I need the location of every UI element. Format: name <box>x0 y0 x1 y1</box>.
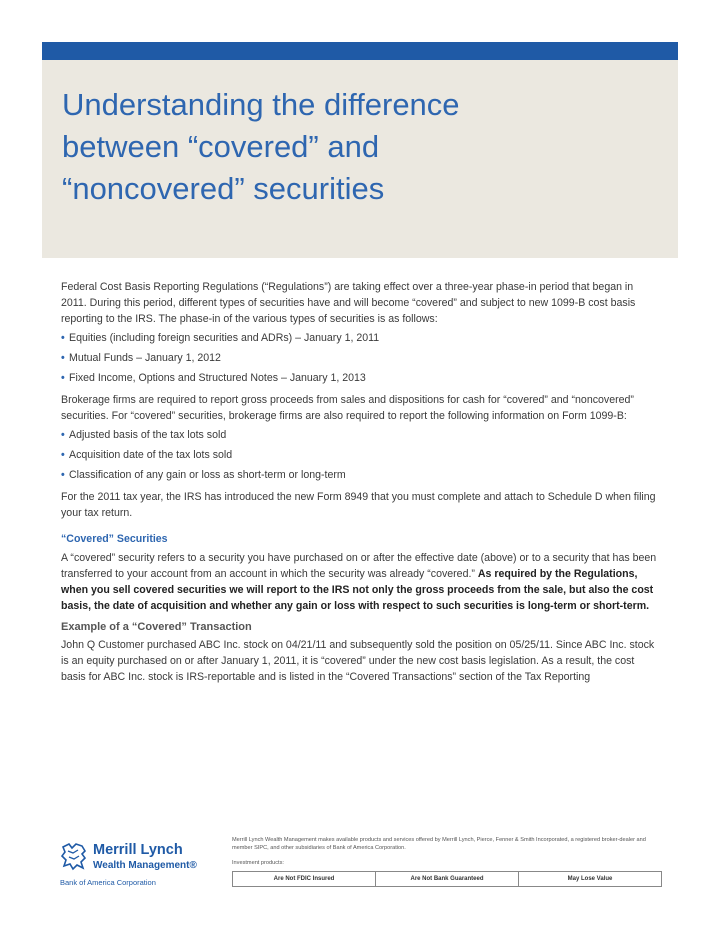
covered-bold-text: As required by the Regulations, when you sell covered securities we will report to the IRS not only the gross proceeds from the sale, but also the cost basis, the date of acquisition and whether any gain or loss with respect to such securities is long-term or short-term. <box>61 568 654 612</box>
disclosure-cell-value: May Lose Value <box>567 876 613 882</box>
list-item: • Acquisition date of the tax lots sold <box>61 449 233 461</box>
form-1099b-list <box>61 427 661 483</box>
logo-name: Merrill Lynch <box>93 842 183 858</box>
bullet-icon: • <box>61 429 65 441</box>
page-title-line-2: between “covered” and <box>62 129 380 164</box>
disclosure-cell-fdic: Are Not FDIC Insured <box>233 872 376 886</box>
intro-paragraph: Federal Cost Basis Reporting Regulations (“Regulations”) are taking effect over a three-year phase-in period that began in 2011. During this period, different types of securities have and will become “covered” and subject to new 1099-B cost basis reporting to the IRS. The phase-in of the various types of securities is as follows: <box>61 281 636 325</box>
bullet-icon: • <box>61 352 65 364</box>
list-item: • Adjusted basis of the tax lots sold <box>61 429 227 441</box>
disclosure-cell-bank: Are Not Bank Guaranteed <box>376 872 519 886</box>
footer-disclaimer: Merrill Lynch Wealth Management makes available products and services offered by Merrill Lynch, Pierce, Fenner & Smith Incorporated, a registered broker-dealer and member SIPC, and other subsidiaries of Bank of America Corporation. <box>232 837 646 851</box>
covered-paragraph <box>61 550 661 614</box>
bull-logo-icon <box>60 841 88 871</box>
top-accent-bar <box>42 42 678 60</box>
covered-text: A “covered” security refers to a security you have purchased on or after the effective date (above) or to a security that has been transferred to your account from an account in which the security was already “covered.” <box>61 552 657 580</box>
merrill-lynch-logo <box>60 841 230 891</box>
body-content <box>61 279 661 687</box>
phase-in-list <box>61 330 661 386</box>
logo-subtitle: Wealth Management® <box>93 860 197 871</box>
logo-parent-company: Bank of America Corporation <box>60 878 156 887</box>
page-title-line-3: “noncovered” securities <box>62 171 385 206</box>
bullet-icon: • <box>61 332 65 344</box>
form-8949-paragraph: For the 2011 tax year, the IRS has introduced the new Form 8949 that you must complete and attach to Schedule D when filing your tax return. <box>61 491 656 519</box>
list-item: • Equities (including foreign securities and ADRs) – January 1, 2011 <box>61 332 380 344</box>
list-item: • Classification of any gain or loss as short-term or long-term <box>61 469 346 481</box>
investment-disclosure-table <box>232 871 662 887</box>
page-title <box>62 84 662 210</box>
page-title-line-1: Understanding the difference <box>62 87 460 122</box>
example-paragraph: John Q Customer purchased ABC Inc. stock on 04/21/11 and subsequently sold the position on 05/25/11. Since ABC Inc. stock is an equity purchased on or after January 1, 2011, it is “covered” under the new cost basis legislation. As a result, the cost basis for ABC Inc. stock is IRS-reportable and is listed in the “Covered Transactions” section of the Tax Reporting <box>61 639 655 683</box>
list-item: • Fixed Income, Options and Structured Notes – January 1, 2013 <box>61 372 366 384</box>
brokerage-paragraph: Brokerage firms are required to report gross proceeds from sales and dispositions for cash for “covered” and “noncovered” securities. For “covered” securities, brokerage firms are also required to report the following information on Form 1099-B: <box>61 394 634 422</box>
example-heading: Example of a “Covered” Transaction <box>61 621 252 633</box>
list-item: • Mutual Funds – January 1, 2012 <box>61 352 221 364</box>
bullet-icon: • <box>61 469 65 481</box>
bullet-icon: • <box>61 372 65 384</box>
covered-securities-heading: “Covered” Securities <box>61 533 168 545</box>
bullet-icon: • <box>61 449 65 461</box>
investment-products-label: Investment products: <box>232 860 284 866</box>
